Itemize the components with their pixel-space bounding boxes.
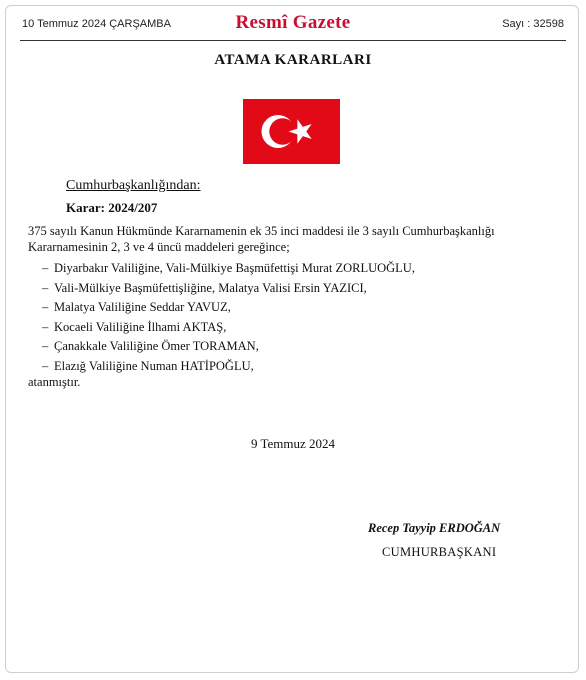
header-date: 10 Temmuz 2024 ÇARŞAMBA	[22, 18, 171, 30]
issuer-heading: Cumhurbaşkanlığından:	[66, 178, 201, 193]
signatory-name: Recep Tayyip ERDOĞAN	[368, 521, 501, 535]
list-dash: –	[42, 261, 49, 275]
list-item	[28, 259, 415, 279]
appointment-text: Çanakkale Valiliğine Ömer TORAMAN,	[54, 339, 259, 353]
list-item	[28, 279, 415, 299]
list-dash: –	[42, 339, 49, 353]
issue-number: Sayı : 32598	[502, 18, 564, 30]
list-dash: –	[42, 300, 49, 314]
intro-paragraph	[28, 223, 568, 255]
list-item	[28, 298, 415, 318]
appointment-list	[28, 259, 415, 376]
intro-line: Kararnamesinin 2, 3 ve 4 üncü maddeleri gereğince;	[28, 240, 290, 254]
appointment-text: Diyarbakır Valiliğine, Vali-Mülkiye Başmüfettişi Murat ZORLUOĞLU,	[54, 261, 415, 275]
decision-number: Karar: 2024/207	[66, 200, 158, 215]
document-title: ATAMA KARARLARI	[214, 52, 372, 68]
gazette-title: Resmî Gazete	[235, 12, 351, 33]
appointment-text: Vali-Mülkiye Başmüfettişliğine, Malatya Valisi Ersin YAZICI,	[54, 280, 367, 295]
list-item	[28, 318, 415, 338]
appointment-text: Malatya Valiliğine Seddar YAVUZ,	[54, 300, 231, 314]
header-divider	[20, 40, 566, 41]
decision-date: 9 Temmuz 2024	[250, 436, 336, 451]
list-dash: –	[42, 358, 49, 373]
list-item	[28, 337, 415, 357]
signatory-title: CUMHURBAŞKANI	[382, 545, 497, 559]
list-dash: –	[42, 319, 49, 334]
turkish-flag-icon	[243, 99, 340, 164]
appointment-text: Kocaeli Valiliğine İlhami AKTAŞ,	[54, 319, 227, 334]
appointment-text: Elazığ Valiliğine Numan HATİPOĞLU,	[54, 358, 254, 373]
flag-graphic	[243, 99, 340, 164]
intro-line: 375 sayılı Kanun Hükmünde Kararnamenin ek 35 inci maddesi ile 3 sayılı Cumhurbaşkanlığı	[28, 224, 495, 238]
closing-text: atanmıştır.	[28, 375, 81, 389]
list-item	[28, 357, 415, 377]
list-dash: –	[42, 280, 49, 295]
